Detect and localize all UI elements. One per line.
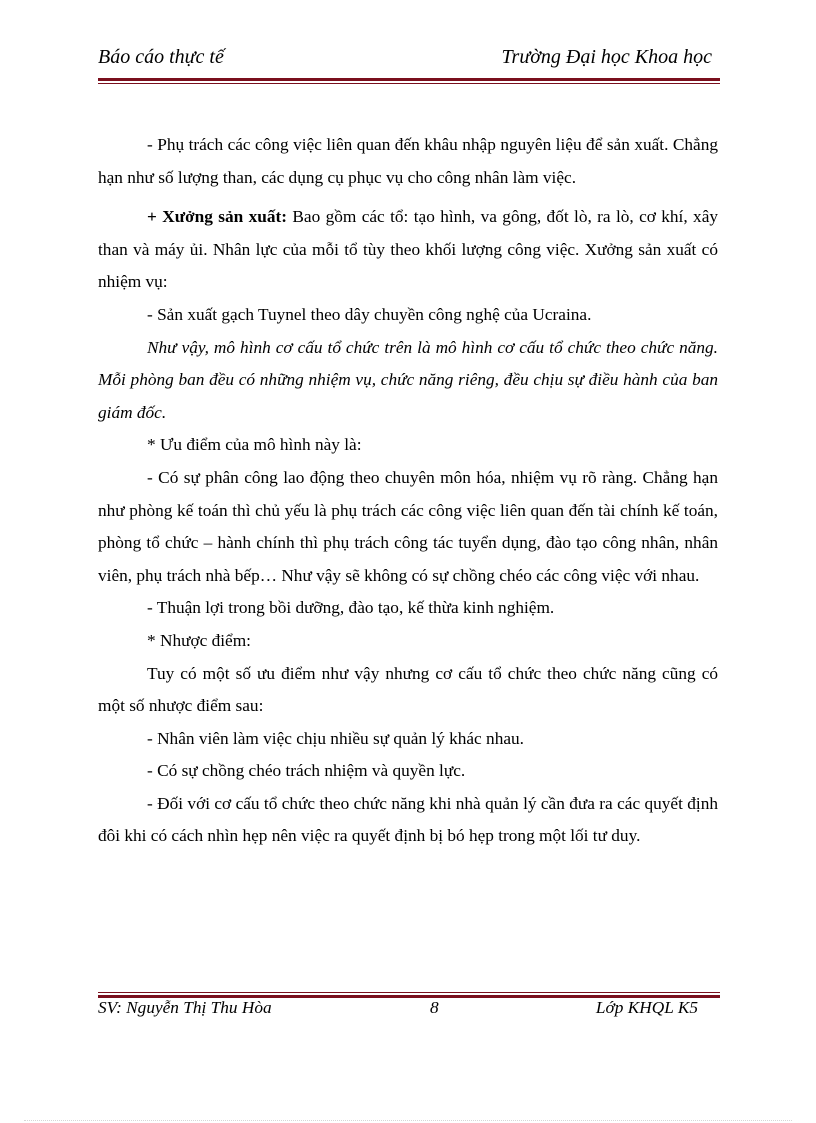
header-university: Trường Đại học Khoa học: [501, 46, 712, 68]
paragraph-3: - Sản xuất gạch Tuynel theo dây chuyền công nghệ của Ucraina.: [147, 304, 592, 324]
header-divider-thick: [98, 78, 720, 81]
paragraph-8-disadvantages-heading: * Nhược điểm:: [147, 630, 251, 650]
paragraph-6: - Có sự phân công lao động theo chuyên môn hóa, nhiệm vụ rõ ràng. Chẳng hạn như phòng kế toán thì chủ yếu là phụ trách các công việc liên quan đến tài chính kế toán, phòng tổ chức – hành chính thì phụ trách công tác tuyển dụng, đào tạo công nhân, nhân viên, phụ trách nhà bếp… Như vậy sẽ không có sự chồng chéo các công việc với nhau.: [98, 467, 718, 585]
footer-class: Lớp KHQL K5: [595, 998, 698, 1017]
footer-page-number: 8: [430, 998, 439, 1017]
paragraph-5-advantages-heading: * Ưu điểm của mô hình này là:: [147, 435, 362, 455]
paragraph-11: - Có sự chồng chéo trách nhiệm và quyền lực.: [147, 761, 466, 781]
header-report-title: Báo cáo thực tế: [98, 46, 224, 68]
paragraph-12: - Đối với cơ cấu tổ chức theo chức năng khi nhà quản lý cần đưa ra các quyết định đôi khi có cách nhìn hẹp nên việc ra quyết định bị bó hẹp trong một lối tư duy.: [98, 793, 718, 846]
paragraph-4-summary: Như vậy, mô hình cơ cấu tổ chức trên là mô hình cơ cấu tổ chức theo chức năng. Mỗi phòng ban đều có những nhiệm vụ, chức năng riêng, đều chịu sự điều hành của ban giám đốc.: [98, 337, 718, 422]
paragraph-7: - Thuận lợi trong bồi dưỡng, đào tạo, kế thừa kinh nghiệm.: [147, 598, 555, 618]
footer-divider-thin: [98, 992, 720, 993]
paragraph-10: - Nhân viên làm việc chịu nhiều sự quản lý khác nhau.: [147, 728, 524, 748]
paragraph-2: [98, 201, 718, 299]
paragraph-9: Tuy có một số ưu điểm như vậy nhưng cơ cấu tổ chức theo chức năng cũng có một số nhược điểm sau:: [98, 663, 718, 716]
paragraph-2-heading: + Xưởng sản xuất:: [147, 207, 288, 227]
footer-student-name: SV: Nguyễn Thị Thu Hòa: [98, 998, 272, 1017]
page-bottom-edge: [24, 1120, 792, 1121]
page-footer: [98, 998, 718, 1024]
document-body: [98, 129, 718, 853]
paragraph-2-text: Bao gồm các tổ: tạo hình, va gông, đốt lò, ra lò, cơ khí, xây than và máy ủi. Nhân lực của mỗi tổ tùy theo khối lượng công việc. Xưởng sản xuất có nhiệm vụ:: [98, 207, 719, 292]
page-header: [98, 46, 718, 76]
header-divider-thin: [98, 83, 720, 84]
paragraph-1: - Phụ trách các công việc liên quan đến khâu nhập nguyên liệu để sản xuất. Chẳng hạn như số lượng than, các dụng cụ phục vụ cho công nhân làm việc.: [98, 135, 718, 187]
